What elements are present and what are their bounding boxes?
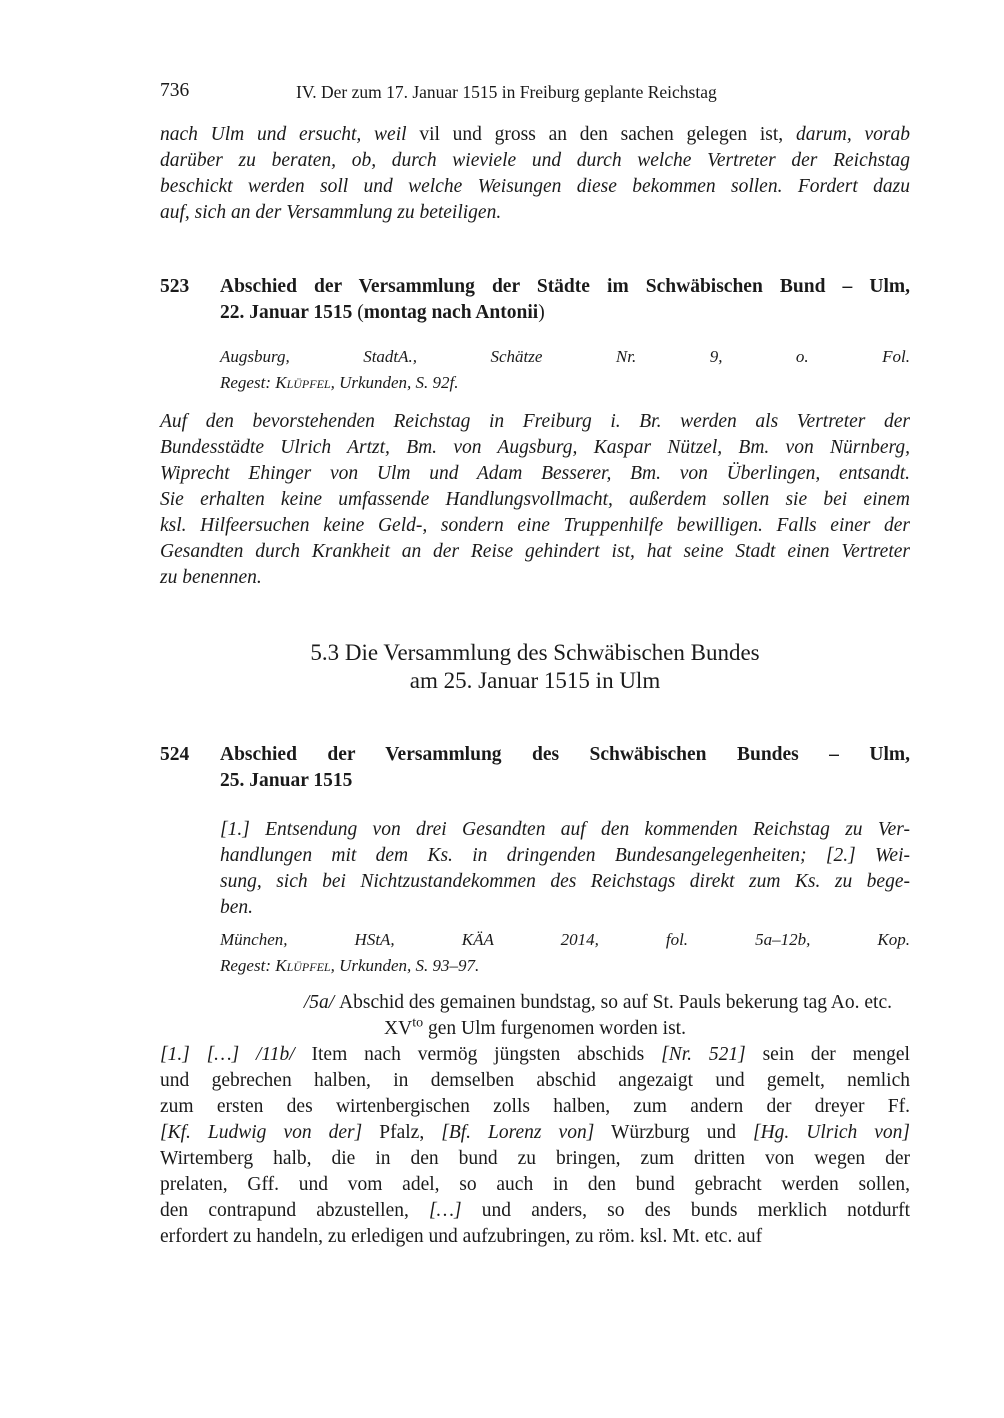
text-segment: sung, sich bei Nichtzustandekommen des Reichstags direkt zum Ks. zu bege- [220, 871, 910, 892]
text-segment: [1.] Entsendung von drei Gesandten auf den kommenden Reichstag zu Ver- [220, 819, 910, 840]
text-segment: den contrapund abzustellen, [160, 1200, 430, 1221]
text-segment: ) [538, 302, 545, 323]
text-segment: 25. Januar 1515 [220, 770, 353, 791]
text-segment: , Urkunden, S. 92f. [330, 373, 459, 392]
text-segment: auf, sich an der Versammlung zu beteiligen. [160, 202, 502, 223]
text-line [160, 1120, 910, 1146]
document-524-heading [160, 742, 910, 794]
text-segment: sein der mengel [745, 1044, 910, 1065]
text-line [220, 300, 910, 326]
text-segment: Augsburg, StadtA., Schätze Nr. 9, o. Fol. [220, 347, 910, 366]
text-line [160, 667, 910, 695]
document-title [220, 742, 910, 794]
text-segment: Bundesstädte Ulrich Artzt, Bm. von Augsburg, Kaspar Nützel, Bm. von Nürnberg, [160, 437, 910, 458]
text-segment: [Hg. Ulrich von] [752, 1122, 910, 1143]
running-header [160, 80, 717, 102]
summary-524 [220, 817, 910, 921]
document-title [220, 274, 910, 326]
text-segment: prelaten, Gff. und vom adel, so auch in den bund gebracht werden sollen, [160, 1174, 910, 1195]
text-line [160, 1094, 910, 1120]
text-segment: Wirtemberg halb, die in den bund zu bringen, zum dritten von wegen der [160, 1148, 910, 1169]
source-citation-524 [220, 927, 910, 979]
text-line [220, 344, 910, 370]
text-line [160, 539, 910, 565]
source-citation-523 [220, 344, 910, 396]
text-line [160, 1172, 910, 1198]
text-segment: vil und gross an den sachen gelegen ist, [419, 124, 796, 145]
text-line [220, 768, 910, 794]
text-segment: handlungen mit dem Ks. in dringenden Bundesangelegenheiten; [2.] Wei- [220, 845, 910, 866]
document-text-524 [160, 1042, 910, 1250]
text-line [160, 639, 910, 667]
text-segment: […] [429, 1200, 462, 1221]
text-segment: 22. Januar 1515 [220, 302, 358, 323]
document-number: 524 [160, 744, 190, 765]
text-segment: Abschied der Versammlung des Schwäbischen Bundes – Ulm, [220, 744, 910, 765]
text-segment: erfordert zu handeln, zu erledigen und aufzubringen, zu röm. ksl. Mt. etc. auf [160, 1226, 763, 1247]
text-segment: beschickt werden soll und welche Weisungen diese bekommen sollen. Fordert dazu [160, 176, 910, 197]
text-segment: /5a/ [303, 992, 340, 1013]
text-segment: Klüpfel [275, 373, 331, 392]
text-line [160, 200, 910, 226]
text-segment: Pfalz, [362, 1122, 442, 1143]
regest-523 [160, 409, 910, 591]
text-line [220, 869, 910, 895]
text-segment: München, HStA, KÄA 2014, fol. 5a–12b, Kop. [220, 930, 910, 949]
text-segment: XV [384, 1018, 413, 1039]
text-line [220, 895, 910, 921]
text-segment: Regest: [220, 373, 276, 392]
text-segment: darum, vorab [795, 124, 910, 145]
section-heading [160, 639, 910, 695]
text-segment: Klüpfel [275, 956, 331, 975]
text-line [220, 817, 910, 843]
text-line [160, 409, 910, 435]
text-line [160, 487, 910, 513]
text-line [160, 122, 910, 148]
text-line [220, 927, 910, 953]
text-segment: 5.3 Die Versammlung des Schwäbischen Bundes [310, 640, 760, 665]
text-line [220, 843, 910, 869]
intro-paragraph [160, 122, 910, 226]
text-segment: to [412, 1015, 424, 1031]
text-segment: , Urkunden, S. 93–97. [330, 956, 480, 975]
text-segment: zum ersten des wirtenbergischen zolls halben, zum andern der dreyer Ff. [160, 1096, 910, 1117]
text-line [220, 370, 910, 396]
text-segment: ksl. Hilfeersuchen keine Geld-, sondern eine Truppenhilfe bewilligen. Falls einer der [160, 515, 910, 536]
text-segment: ben. [220, 897, 254, 918]
text-segment: und gebrechen halben, in demselben abschid angezaigt und gemelt, nemlich [160, 1070, 910, 1091]
text-line [160, 1198, 910, 1224]
document-number: 523 [160, 276, 190, 297]
document-title-524 [160, 990, 910, 1042]
text-line [160, 1146, 910, 1172]
text-line [160, 1016, 910, 1042]
page-number: 736 [160, 80, 190, 101]
text-line [220, 953, 910, 979]
text-segment: zu benennen. [160, 567, 262, 588]
text-segment: Würzburg und [594, 1122, 753, 1143]
text-line [160, 1224, 910, 1250]
text-line [160, 1068, 910, 1094]
text-line [160, 990, 910, 1016]
text-segment: [1.] […] /11b/ [160, 1044, 312, 1065]
text-segment: ( [357, 302, 364, 323]
text-segment: Regest: [220, 956, 276, 975]
text-line [160, 435, 910, 461]
text-segment: am 25. Januar 1515 in Ulm [409, 668, 661, 693]
text-segment: Abschid des gemainen bundstag, so auf St. Pauls bekerung tag Ao. etc. [339, 992, 892, 1013]
text-segment: Gesandten durch Krankheit an der Reise gehindert ist, hat seine Stadt einen Vertreter [160, 541, 910, 562]
text-line [160, 174, 910, 200]
text-segment: und anders, so des bunds merklich notdurft [461, 1200, 910, 1221]
text-segment: Sie erhalten keine umfassende Handlungsvollmacht, außerdem sollen sie bei einem [160, 489, 910, 510]
text-segment: Abschied der Versammlung der Städte im Schwäbischen Bund – Ulm, [220, 276, 910, 297]
text-segment: nach Ulm und ersucht, weil [160, 124, 420, 145]
text-line [220, 274, 910, 300]
text-segment: Auf den bevorstehenden Reichstag in Freiburg i. Br. werden als Vertreter der [160, 411, 910, 432]
text-line [220, 742, 910, 768]
text-segment: darüber zu beraten, ob, durch wieviele und durch welche Vertreter der Reichstag [160, 150, 910, 171]
text-segment: [Bf. Lorenz von] [441, 1122, 595, 1143]
running-title: IV. Der zum 17. Januar 1515 in Freiburg geplante Reichstag [296, 82, 717, 102]
text-line [160, 513, 910, 539]
text-line [160, 148, 910, 174]
document-523-heading [160, 274, 910, 326]
text-segment: Wiprecht Ehinger von Ulm und Adam Besserer, Bm. von Überlingen, entsandt. [160, 463, 910, 484]
text-segment: montag nach Antonii [363, 302, 539, 323]
text-segment: Item nach vermög jüngsten abschids [311, 1044, 662, 1065]
text-segment: [Kf. Ludwig von der] [160, 1122, 363, 1143]
text-line [160, 461, 910, 487]
text-segment: gen Ulm furgenomen worden ist. [423, 1018, 686, 1039]
text-segment: [Nr. 521] [661, 1044, 746, 1065]
text-line [160, 565, 910, 591]
text-line [160, 1042, 910, 1068]
